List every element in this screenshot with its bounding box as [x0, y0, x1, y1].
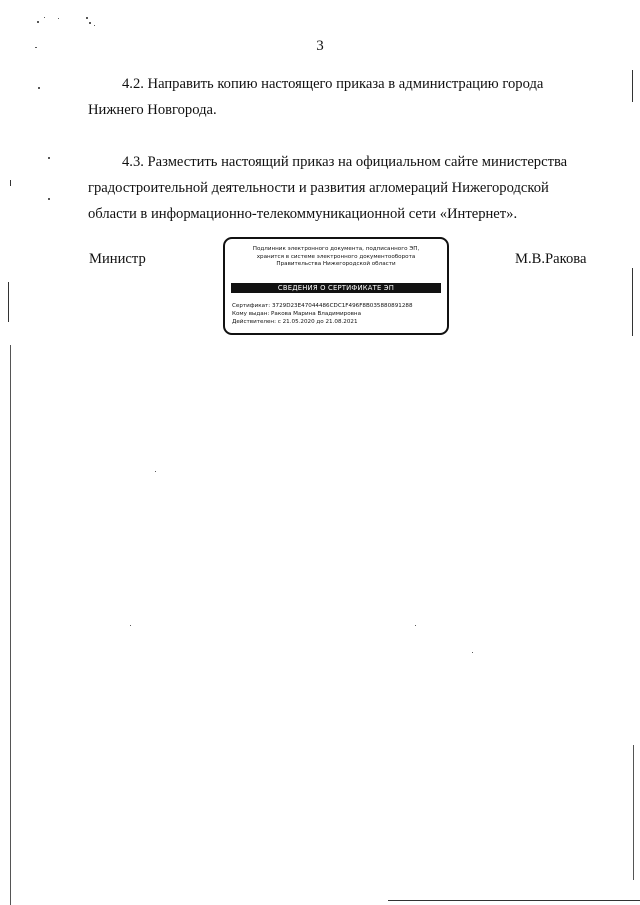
signatory-name: М.В.Ракова	[515, 251, 587, 267]
stamp-header-line: Подлинник электронного документа, подписанного ЭП,	[252, 246, 420, 252]
stamp-title: СВЕДЕНИЯ О СЕРТИФИКАТЕ ЭП	[231, 283, 441, 293]
stamp-details	[232, 302, 413, 326]
certificate-label: Сертификат:	[232, 303, 271, 309]
paragraph-line: 4.3. Разместить настоящий приказ на официальном сайте министерства	[122, 154, 568, 170]
paragraph-line: градостроительной деятельности и развития агломераций Нижегородской	[88, 180, 549, 196]
certificate-value: 3729D23E47044486CDC1F496F8B035880891288	[271, 303, 413, 309]
signature-position: Министр	[89, 251, 146, 267]
stamp-header	[225, 246, 447, 269]
paragraph-line: области в информационно-телекоммуникационной сети «Интернет».	[88, 206, 518, 222]
valid-value: с 21.05.2020 до 21.08.2021	[277, 319, 358, 325]
paragraph-4-3	[88, 149, 590, 227]
valid-row	[232, 318, 413, 326]
issued-to-row	[232, 310, 413, 318]
valid-label: Действителен:	[232, 319, 276, 325]
stamp-header-line: Правительства Нижегородской области	[276, 261, 396, 268]
stamp-header-line: хранится в системе электронного документооборота	[256, 253, 416, 260]
issued-to-label: Кому выдан:	[232, 311, 270, 317]
electronic-signature-stamp	[223, 237, 449, 335]
certificate-row	[232, 302, 413, 310]
page-number: 3	[316, 38, 324, 54]
paragraph-line: 4.2. Направить копию настоящего приказа в администрацию города	[122, 76, 544, 92]
paragraph-line: Нижнего Новгорода.	[88, 102, 217, 118]
paragraph-4-2	[88, 71, 590, 123]
issued-to-value: Ракова Марина Владимировна	[271, 311, 362, 317]
